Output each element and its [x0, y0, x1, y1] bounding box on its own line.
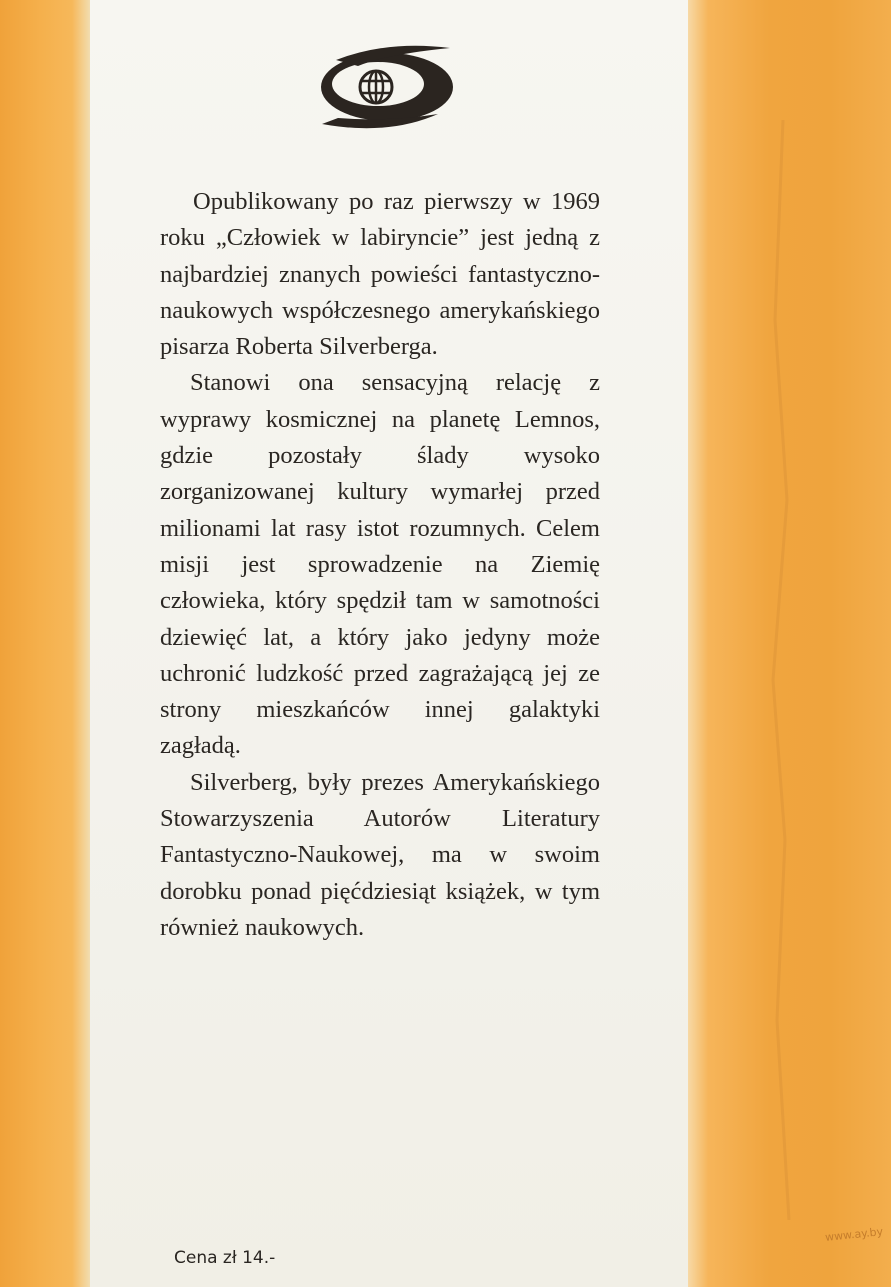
blurb-paragraph-1: Opublikowany po raz pierwszy w 1969 roku „Człowiek w labiryncie” jest jedną z najbardziej znanych powieści fantastyczno-naukowych współczesnego amerykańskiego pisarza Roberta Silverberga. — [160, 188, 600, 361]
blurb-paragraph-2: Stanowi ona sensacyjną relację z wyprawy kosmicznej na planetę Lemnos, gdzie pozostały ślady wysoko zorganizowanej kultury wymarłej przed milionami lat rasy istot rozumnych. Celem misji jest sprowadzenie na Ziemię człowieka, który spędził tam w samotności dziewięć lat, a który jako jedyny może uchronić ludzkość przed zagrażającą jej ze strony mieszkańców innej galaktyki zagładą. — [160, 369, 600, 760]
publisher-globe-logo — [318, 44, 456, 130]
paper-crease — [765, 120, 795, 1220]
watermark: www.ay.by — [824, 1224, 884, 1245]
left-orange-stripe — [0, 0, 90, 1287]
blurb-text — [160, 184, 600, 946]
price-label: Cena zł 14.- — [174, 1248, 276, 1268]
blurb-paragraph-3: Silverberg, były prezes Amerykańskiego Stowarzyszenia Autorów Literatury Fantastyczno-Naukowej, ma w swoim dorobku ponad pięćdziesiąt książek, w tym również naukowych. — [160, 768, 600, 941]
